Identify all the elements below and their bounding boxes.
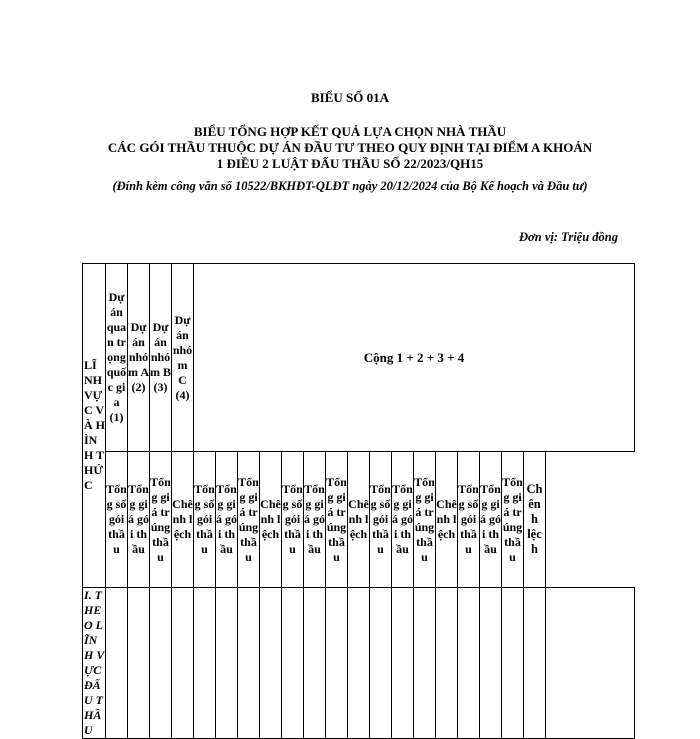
group-header-group-c: Dự án nhóm C (4) [172, 264, 194, 452]
sub-header: Tổng giá trúng thầu [238, 452, 260, 588]
title-line-3: 1 ĐIỀU 2 LUẬT ĐẤU THẦU SỐ 22/2023/QH15 [216, 156, 484, 171]
section-1-label: I. THEO LĨNH VỰC ĐẤU THẦU [84, 588, 105, 737]
data-cell [370, 588, 392, 739]
row-header-label: LĨNH VỰC VÀ HÌNH THỨC [84, 358, 105, 492]
sub-header: Chênh lệch [172, 452, 194, 588]
sub-header-total-diff: Chênh lệch [524, 452, 546, 588]
group-header-national: Dự án quan trọng quốc gia (1) [106, 264, 128, 452]
form-number: BIỂU SỐ 01A [310, 90, 390, 105]
data-cell [172, 588, 194, 739]
data-cell [502, 588, 524, 739]
data-cell [194, 588, 216, 739]
data-cell [106, 588, 128, 739]
sub-header: Tổng giá gói thầu [392, 452, 414, 588]
data-cell [282, 588, 304, 739]
sub-header: Tổng giá gói thầu [480, 452, 502, 588]
row-header-cell [83, 264, 106, 588]
document-subtitle: (Đính kèm công văn số 10522/BKHĐT-QLĐT ngày 20/12/2024 của Bộ Kế hoạch và Đầu tư) [112, 179, 588, 193]
data-cell [238, 588, 260, 739]
sub-header: Tổng giá gói thầu [128, 452, 150, 588]
data-cell [392, 588, 414, 739]
data-cell [524, 588, 546, 739]
data-cell [480, 588, 502, 739]
data-cell [436, 588, 458, 739]
sub-header: Chênh lệch [436, 452, 458, 588]
sub-header: Tổng giá trúng thầu [414, 452, 436, 588]
data-cell [128, 588, 150, 739]
document-title [60, 124, 640, 172]
sub-header: Chênh lệch [260, 452, 282, 588]
data-cell [304, 588, 326, 739]
sub-header: Tổng giá gói thầu [216, 452, 238, 588]
data-cell [326, 588, 348, 739]
sub-header: Tổng giá trúng thầu [150, 452, 172, 588]
group-header-group-b: Dự án nhóm B (3) [150, 264, 172, 452]
sum-header: Cộng 1 + 2 + 3 + 4 [194, 264, 635, 452]
sub-header: Tổng số gói thầu [194, 452, 216, 588]
sub-header: Tổng giá trúng thầu [326, 452, 348, 588]
sub-header: Tổng giá gói thầu [304, 452, 326, 588]
sub-header: Tổng giá trúng thầu [502, 452, 524, 588]
summary-table [82, 263, 635, 739]
sub-header: Chênh lệch [348, 452, 370, 588]
sub-header: Tổng số gói thầu [458, 452, 480, 588]
data-cell [546, 588, 635, 739]
unit-label: Đơn vị: Triệu đồng [519, 230, 618, 244]
data-cell [414, 588, 436, 739]
data-cell [260, 588, 282, 739]
title-line-1: BIỂU TỔNG HỢP KẾT QUẢ LỰA CHỌN NHÀ THẦU [193, 124, 507, 139]
sub-header: Tổng số gói thầu [370, 452, 392, 588]
data-cell [458, 588, 480, 739]
sub-header: Tổng số gói thầu [106, 452, 128, 588]
sub-header: Tổng số gói thầu [282, 452, 304, 588]
data-cell [150, 588, 172, 739]
data-cell [348, 588, 370, 739]
group-header-group-a: Dự án nhóm A (2) [128, 264, 150, 452]
data-cell [216, 588, 238, 739]
title-line-2: CÁC GÓI THẦU THUỘC DỰ ÁN ĐẦU TƯ THEO QUY ĐỊNH TẠI ĐIỂM A KHOẢN [107, 140, 593, 155]
